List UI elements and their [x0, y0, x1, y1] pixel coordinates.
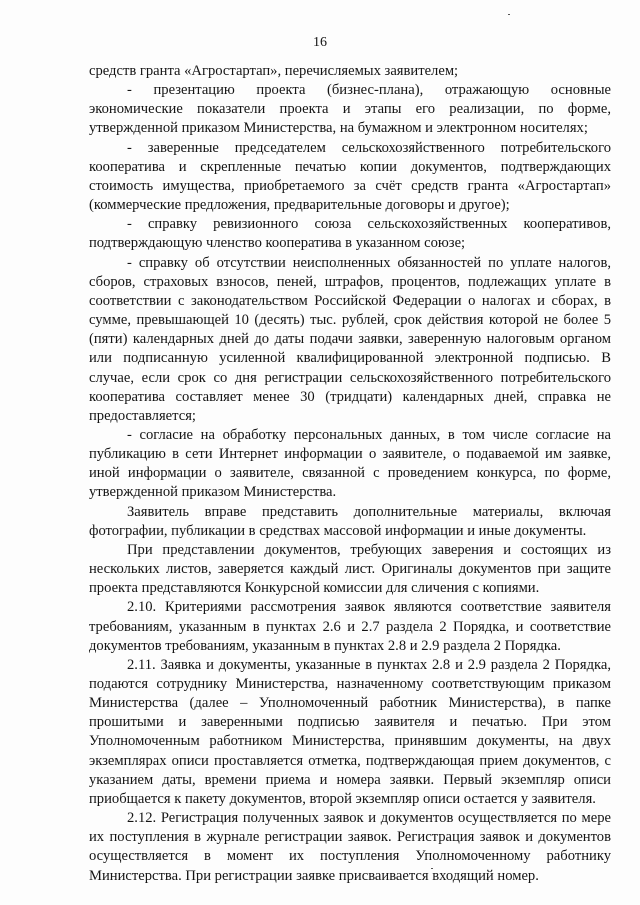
document-body — [89, 62, 611, 886]
paragraph-additional-materials: Заявитель вправе представить дополнительные материалы, включая фотографии, публикации в средствах массовой информации и иные документы. — [89, 503, 611, 539]
list-item-tax-certificate: - справку об отсутствии неисполненных обязанностей по уплате налогов, сборов, страховых взносов, пеней, штрафов, процентов, подлежащих уплате в соответствии с законодательством Российской Федерации о налогах и сборах, в сумме, превышающей 10 (десять) тыс. рублей, срок действия которой не более 5 (пяти) календарных дней до даты подачи заявки, заверенную налоговым органом или подписанную усиленной квалифицированной электронной подписью. В случае, если срок со дня регистрации сельскохозяйственного потребительского кооператива составляет менее 30 (тридцати) календарных дней, справка не предоставляется; — [89, 254, 611, 424]
scan-speck — [508, 14, 510, 15]
paragraph-clause-2-12: 2.12. Регистрация полученных заявок и документов осуществляется по мере их поступления в журнале регистрации заявок. Регистрация заявок и документов осуществляется в момент их поступления Уполномоченному работнику Министерства. При регистрации заявке присваивается входящий номер. — [89, 810, 611, 884]
paragraph-clause-2-11: 2.11. Заявка и документы, указанные в пунктах 2.8 и 2.9 раздела 2 Порядка, подаются сотруднику Министерства, назначенному соответствующим приказом Министерства (далее – Уполномоченный работник Министерства), в папке прошитыми и заверенными подписью заявителя и печатью. При этом Уполномоченным работником Министерства, принявшим документы, на двух экземплярах описи проставляется отметка, подтверждающая прием документов, с указанием даты, времени приема и номера заявки. Первый экземпляр описи приобщается к пакету документов, второй экземпляр описи остается у заявителя. — [89, 656, 611, 807]
paragraph-document-certification: При представлении документов, требующих заверения и состоящих из нескольких листов, заверяется каждый лист. Оригиналы документов при защите проекта представляются Конкурсной комиссии для сличения с копиями. — [89, 541, 611, 597]
list-item-business-plan: - презентацию проекта (бизнес-плана), отражающую основные экономические показатели проекта и этапы его реализации, по форме, утвержденной приказом Министерства, на бумажном и электронном носителях; — [89, 82, 611, 137]
list-item-audit-union-certificate: - справку ревизионного союза сельскохозяйственных кооперативов, подтверждающую членство кооператива в указанном союзе; — [89, 216, 611, 252]
list-item-personal-data-consent: - согласие на обработку персональных данных, в том числе согласие на публикацию в сети Интернет информации о заявителе, о подаваемой им заявке, иной информации о заявителе, связанной с проведением конкурса, по форме, утвержденной приказом Министерства. — [89, 426, 611, 501]
page-number: 16 — [313, 35, 327, 50]
paragraph-clause-2-10: 2.10. Критериями рассмотрения заявок являются соответствие заявителя требованиям, указанным в пунктах 2.6 и 2.7 раздела 2 Порядка, и соответствие документов требованиям, указанным в пунктах 2.8 и 2.9 раздела 2 Порядка. — [89, 599, 611, 654]
list-item-cost-documents: - заверенные председателем сельскохозяйственного потребительского кооператива и скрепленные печатью копии документов, подтверждающих стоимость имущества, приобретаемого за счёт средств гранта «Агростартап» (коммерческие предложения, предварительные договоры и другое); — [89, 139, 611, 214]
paragraph-continuation: средств гранта «Агростартап», перечисляемых заявителем; — [89, 63, 459, 79]
